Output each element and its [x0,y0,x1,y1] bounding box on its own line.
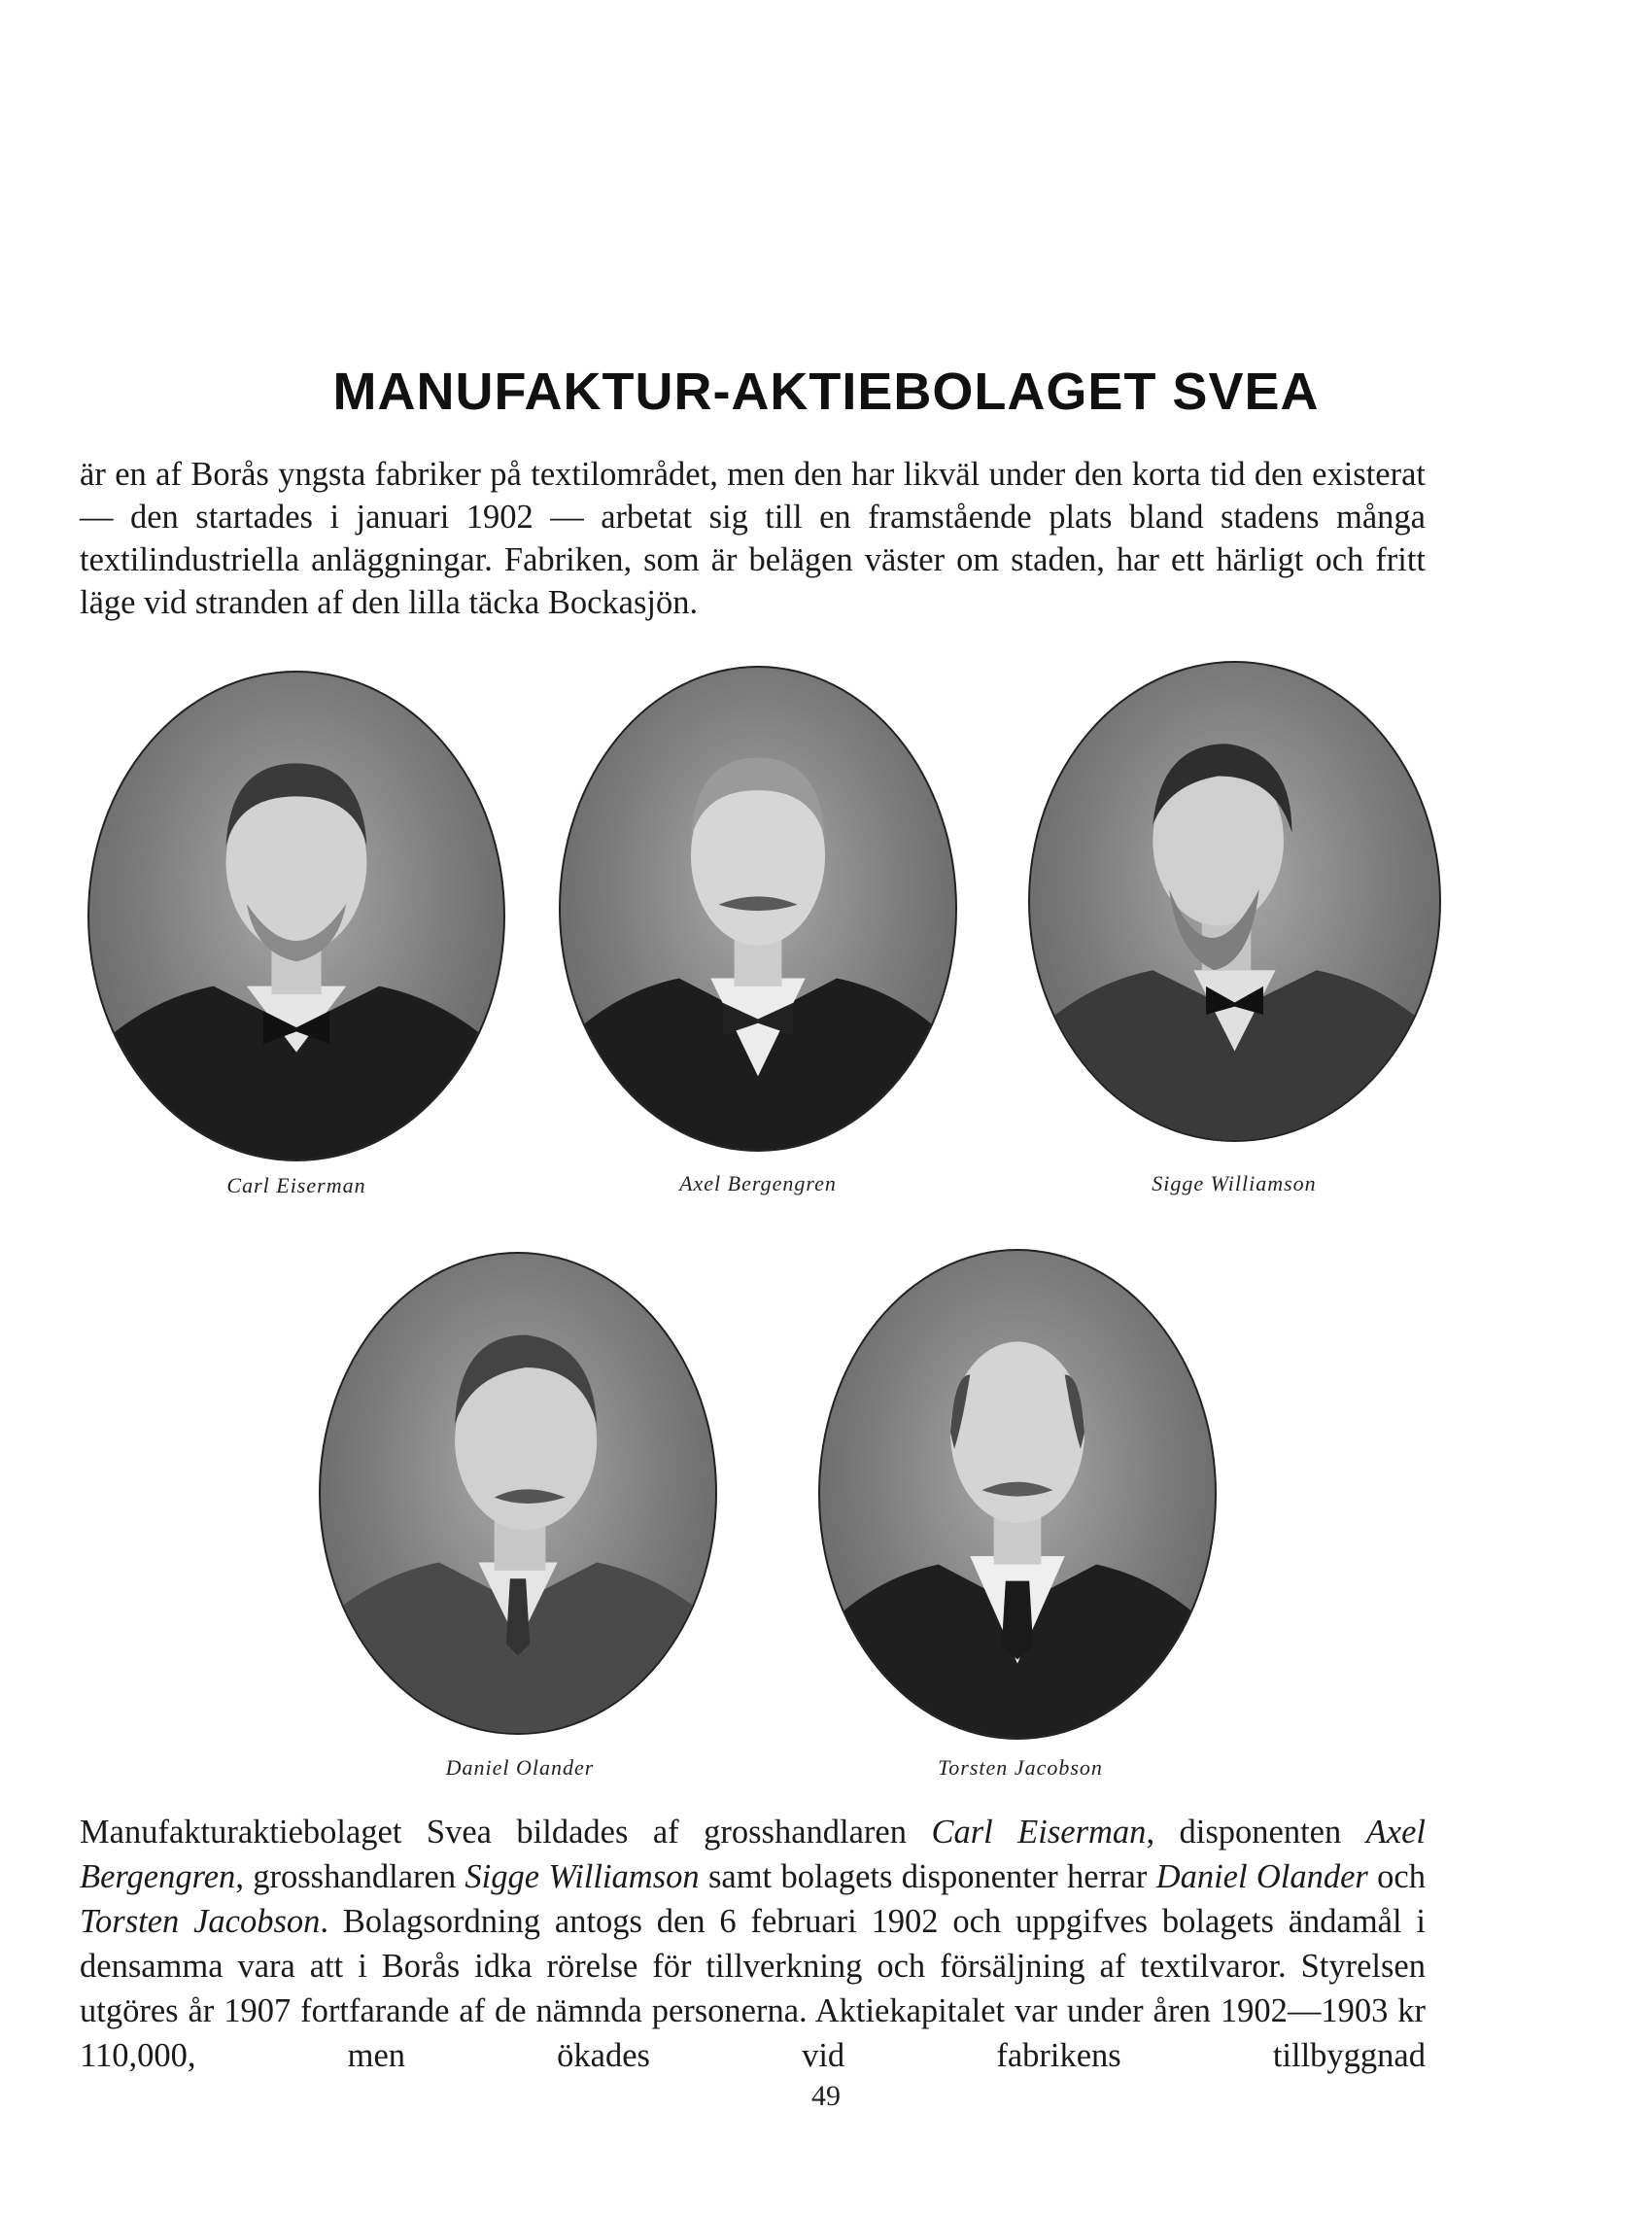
body-text-run: . Bolagsordning antogs den 6 februari 1902 och uppgifves bolagets ändamål i densamma vara att i Borås idka rörelse för tillverkning och försäljning af textilvaror. Styrelsen utgöres år 1907 fortfarande af de nämnda personerna. Aktiekapitalet var under åren 1902—1903 kr 110,000, men ökades vid fabrikens tillbyggnad [80,1903,1427,2074]
person-name: Axel Bergengren [80,1814,1426,1895]
intro-paragraph: är en af Borås yngsta fabriker på textilområdet, men den har likväl under den korta tid den existerat — den startades i januari 1902 — arbetat sig till en framstående plats bland stadens många textilindustriella anläggningar. Fabriken, som är belägen väster om staden, har ett härligt och fritt läge vid stranden af den lilla täcka Bockasjön. [80,456,1426,621]
person-name: Sigge Williamson [465,1858,700,1895]
body-text-run: Manufakturaktiebolaget Svea bildades af grosshandlaren [80,1814,932,1851]
person-name: Daniel Olander [1155,1858,1368,1895]
page-number: 49 [811,2080,841,2112]
portrait-photo [1028,661,1441,1142]
person-name: Torsten Jacobson [80,1903,321,1940]
body-text-run: och [1367,1858,1426,1895]
portrait-caption: Sigge Williamson [1152,1171,1317,1195]
body-text-run: , grosshandlaren [235,1858,465,1895]
portrait-photo [559,666,957,1152]
page-title: MANUFAKTUR-AKTIEBOLAGET SVEA [332,363,1320,421]
body-text-run: samt bolagets disponenter herrar [699,1858,1156,1895]
portrait-caption: Carl Eiserman [226,1173,366,1197]
portrait-caption: Daniel Olander [445,1755,595,1780]
portrait-photo [818,1249,1217,1740]
portrait-photo [319,1252,717,1735]
portrait-caption: Axel Bergengren [679,1171,837,1195]
portrait-caption: Torsten Jacobson [938,1755,1103,1780]
person-name: Carl Eiserman [931,1814,1147,1851]
body-text-run: , disponenten [1146,1814,1366,1851]
body-paragraph [80,1810,1426,2078]
portrait-photo [87,671,505,1161]
